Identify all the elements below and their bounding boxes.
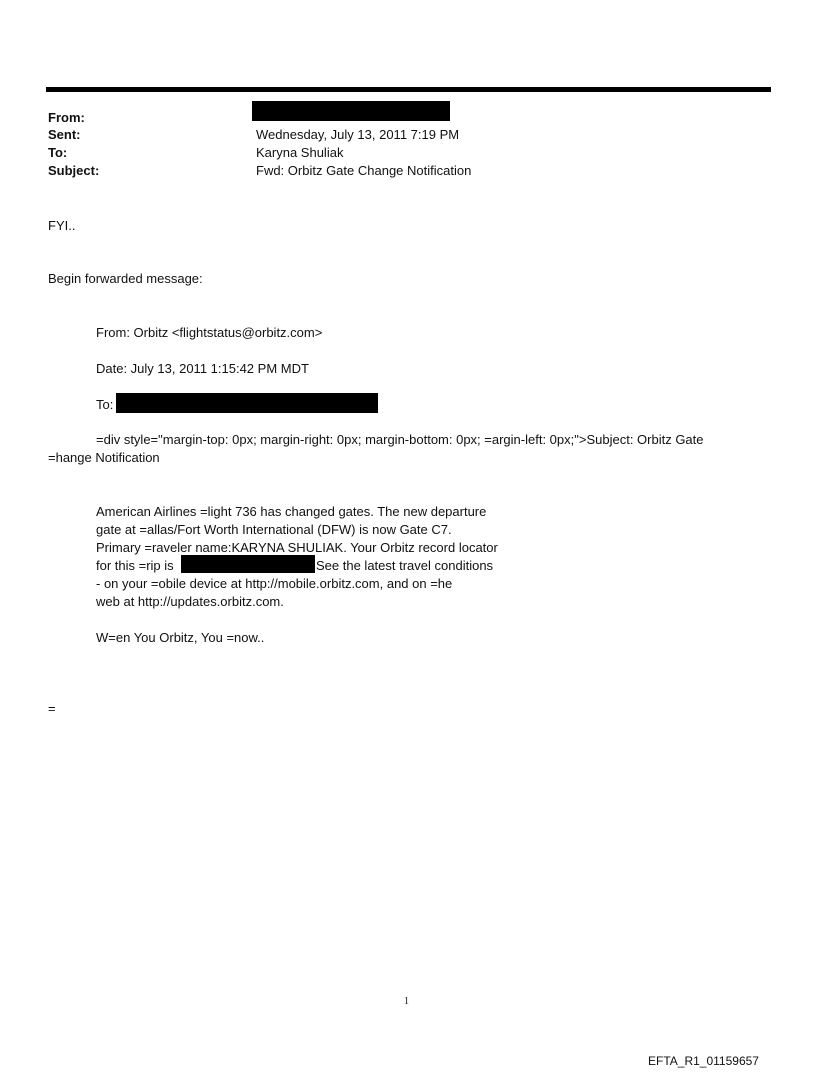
sent-value: Wednesday, July 13, 2011 7:19 PM (256, 127, 460, 142)
begin-forwarded-text: Begin forwarded message: (48, 271, 203, 286)
forwarded-from: From: Orbitz <flightstatus@orbitz.com> (96, 325, 323, 340)
sent-label: Sent: (48, 127, 81, 142)
notification-line-3: Primary =raveler name:KARYNA SHULIAK. Your Orbitz record locator (96, 540, 498, 555)
from-redaction (252, 101, 450, 121)
subject-value: Fwd: Orbitz Gate Change Notification (256, 163, 472, 178)
notification-line-1: American Airlines =light 736 has changed gates. The new departure (96, 504, 487, 519)
closing-line: W=en You Orbitz, You =now.. (96, 630, 265, 645)
div-style-line: =div style="margin-top: 0px; margin-right: 0px; margin-bottom: 0px; =argin-left: 0px;">Subject: Orbitz Gate (96, 432, 704, 447)
notification-line-4a: for this =rip is (96, 558, 174, 573)
notification-line-6: web at http://updates.orbitz.com. (96, 594, 284, 609)
record-locator-redaction (181, 555, 315, 573)
trailing-equals: = (48, 701, 56, 716)
notification-line-5: - on your =obile device at http://mobile.orbitz.com, and on =he (96, 576, 453, 591)
fyi-text: FYI.. (48, 218, 76, 233)
header-rule (46, 87, 771, 92)
to-value: Karyna Shuliak (256, 145, 344, 160)
forwarded-date: Date: July 13, 2011 1:15:42 PM MDT (96, 361, 309, 376)
to-label: To: (48, 145, 68, 160)
forwarded-to-redaction (116, 393, 378, 413)
div-style-line-continued: =hange Notification (48, 450, 160, 465)
page-number: 1 (404, 996, 409, 1007)
subject-label: Subject: (48, 163, 100, 178)
notification-line-4b: See the latest travel conditions (316, 558, 494, 573)
document-id: EFTA_R1_01159657 (648, 1054, 759, 1068)
from-label: From: (48, 110, 85, 125)
forwarded-to-label: To: (96, 397, 114, 412)
notification-line-2: gate at =allas/Fort Worth International (DFW) is now Gate C7. (96, 522, 452, 537)
